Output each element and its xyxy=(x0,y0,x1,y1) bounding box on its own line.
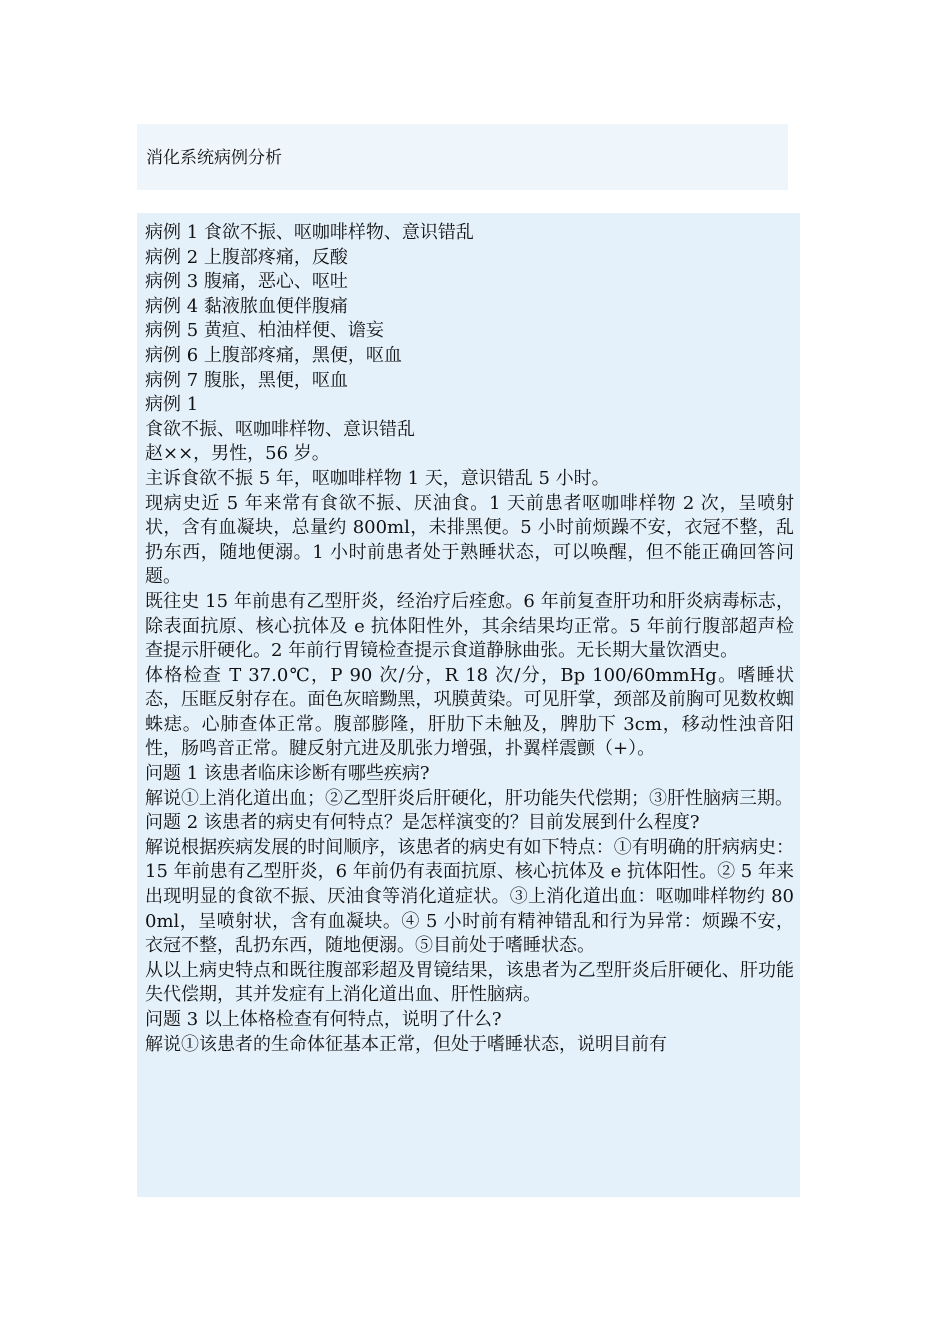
case-heading: 病例 1 xyxy=(145,394,199,416)
case-list-item-5: 病例 5 黄疸、柏油样便、谵妄 xyxy=(145,320,384,342)
case-list-item-3: 病例 3 腹痛，恶心、呕吐 xyxy=(145,271,348,293)
question-1: 问题 1 该患者临床诊断有哪些疾病? xyxy=(145,763,430,785)
case-list-item-2: 病例 2 上腹部疼痛，反酸 xyxy=(145,246,348,268)
chief-complaint: 主诉食欲不振 5 年，呕咖啡样物 1 天，意识错乱 5 小时。 xyxy=(145,467,610,489)
answer-3: 解说①该患者的生命体征基本正常，但处于嗜睡状态，说明目前有 xyxy=(145,1033,667,1055)
case-list-item-4: 病例 4 黏液脓血便伴腹痛 xyxy=(145,295,348,317)
title-banner xyxy=(137,124,788,190)
question-2: 问题 2 该患者的病史有何特点？是怎样演变的？目前发展到什么程度? xyxy=(145,812,700,834)
present-illness: 现病史近 5 年来常有食欲不振、厌油食。1 天前患者呕咖啡样物 2 次，呈喷射状，含有血凝块，总量约 800ml，未排黑便。5 小时前烦躁不安，衣冠不整，乱扔东西，随地便溺。1 小时前患者处于熟睡状态，可以唤醒，但不能正确回答问题。 xyxy=(145,492,794,588)
patient-info: 赵××，男性，56 岁。 xyxy=(145,443,330,465)
case-list-item-7: 病例 7 腹胀，黑便，呕血 xyxy=(145,369,348,391)
case-list-item-1: 病例 1 食欲不振、呕咖啡样物、意识错乱 xyxy=(145,222,474,243)
answer-1: 解说①上消化道出血；②乙型肝炎后肝硬化，肝功能失代偿期；③肝性脑病三期。 xyxy=(145,787,793,809)
case-content xyxy=(137,213,800,1197)
case-subtitle: 食欲不振、呕咖啡样物、意识错乱 xyxy=(145,418,415,440)
question-3: 问题 3 以上体格检查有何特点，说明了什么? xyxy=(145,1009,502,1030)
answer-2: 解说根据疾病发展的时间顺序，该患者的病史有如下特点：①有明确的肝病病史：15 年前患有乙型肝炎，6 年前仍有表面抗原、核心抗体及 e 抗体阳性。② 5 年来出现明显的食欲不振、厌油食等消化道症状。③上消化道出血：呕咖啡样物约 800ml，呈喷射状，含有血凝块。④ 5 小时前有精神错乱和行为异常：烦躁不安，衣冠不整，乱扔东西，随地便溺。⑤目前处于嗜睡状态。 xyxy=(145,836,794,957)
document-title: 消化系统病例分析 xyxy=(146,148,282,168)
answer-2-summary: 从以上病史特点和既往腹部彩超及胃镜结果，该患者为乙型肝炎后肝硬化、肝功能失代偿期，其并发症有上消化道出血、肝性脑病。 xyxy=(145,959,794,1006)
past-history: 既往史 15 年前患有乙型肝炎，经治疗后痊愈。6 年前复查肝功和肝炎病毒标志，除表面抗原、核心抗体及 e 抗体阳性外，其余结果均正常。5 年前行腹部超声检查提示肝硬化。2 年前行胃镜检查提示食道静脉曲张。无长期大量饮酒史。 xyxy=(145,590,794,662)
physical-exam: 体格检查 T 37.0℃，P 90 次/分，R 18 次/分，Bp 100/60mmHg。嗜睡状态，压眶反射存在。面色灰暗黝黑，巩膜黄染。可见肝掌，颈部及前胸可见数枚蜘蛛痣。心肺查体正常。腹部膨隆，肝肋下未触及，脾肋下 3cm，移动性浊音阳性，肠鸣音正常。腱反射亢进及肌张力增强，扑翼样震颤（+）。 xyxy=(145,664,794,760)
case-list-item-6: 病例 6 上腹部疼痛，黑便，呕血 xyxy=(145,344,402,366)
